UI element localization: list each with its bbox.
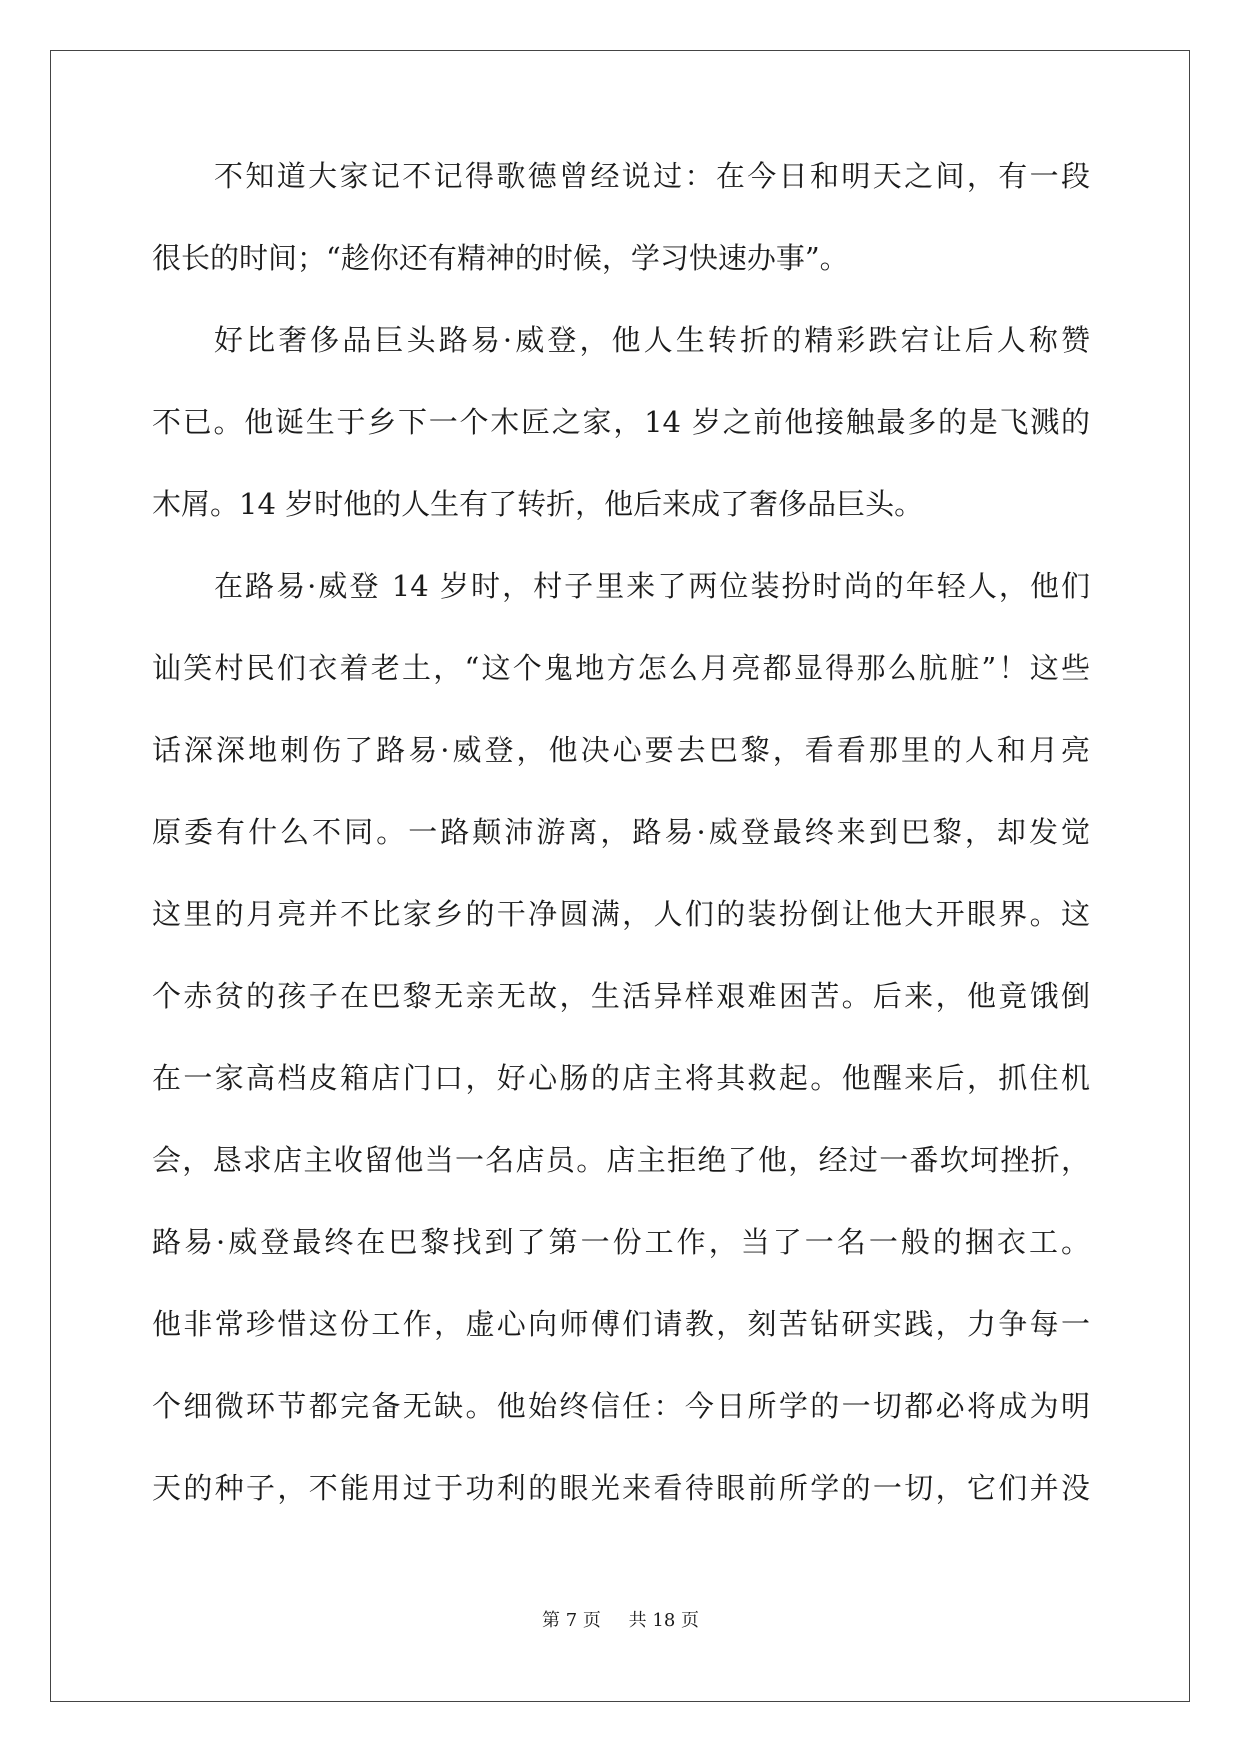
- text-line: 在一家高档皮箱店门口，好心肠的店主将其救起。他醒来后，抓住机: [152, 1061, 1090, 1095]
- text-line: 话深深地刺伤了路易·威登，他决心要去巴黎，看看那里的人和月亮: [152, 733, 1090, 767]
- text-line: 这里的月亮并不比家乡的干净圆满，人们的装扮倒让他大开眼界。这: [152, 897, 1090, 931]
- text-line: 不知道大家记不记得歌德曾经说过：在今日和明天之间，有一段: [214, 159, 1090, 193]
- document-body: [152, 158, 1090, 1552]
- text-line: 不已。他诞生于乡下一个木匠之家，14 岁之前他接触最多的是飞溅的: [152, 405, 1090, 439]
- text-line: 木屑。14 岁时他的人生有了转折，他后来成了奢侈品巨头。: [152, 487, 924, 521]
- text-line: 原委有什么不同。一路颠沛游离，路易·威登最终来到巴黎，却发觉: [152, 815, 1090, 849]
- text-line: 会，恳求店主收留他当一名店员。店主拒绝了他，经过一番坎坷挫折，: [152, 1143, 1090, 1177]
- text-line: 好比奢侈品巨头路易·威登，他人生转折的精彩跌宕让后人称赞: [214, 323, 1090, 357]
- text-line: 很长的时间；“趁你还有精神的时候，学习快速办事”。: [152, 241, 849, 275]
- text-line: 他非常珍惜这份工作，虚心向师傅们请教，刻苦钻研实践，力争每一: [152, 1307, 1090, 1341]
- page-footer: [0, 1606, 1241, 1632]
- text-line: 个细微环节都完备无缺。他始终信任：今日所学的一切都必将成为明: [152, 1389, 1090, 1423]
- text-line: 在路易·威登 14 岁时，村子里来了两位装扮时尚的年轻人，他们: [214, 569, 1090, 603]
- text-line: 讪笑村民们衣着老土，“这个鬼地方怎么月亮都显得那么肮脏”！这些: [152, 651, 1090, 685]
- page-number: 第 7 页: [542, 1610, 601, 1631]
- page-total: 共 18 页: [628, 1610, 699, 1631]
- text-line: 个赤贫的孩子在巴黎无亲无故，生活异样艰难困苦。后来，他竟饿倒: [152, 979, 1090, 1013]
- text-line: 路易·威登最终在巴黎找到了第一份工作，当了一名一般的捆衣工。: [152, 1225, 1090, 1259]
- text-line: 天的种子，不能用过于功利的眼光来看待眼前所学的一切，它们并没: [152, 1471, 1090, 1505]
